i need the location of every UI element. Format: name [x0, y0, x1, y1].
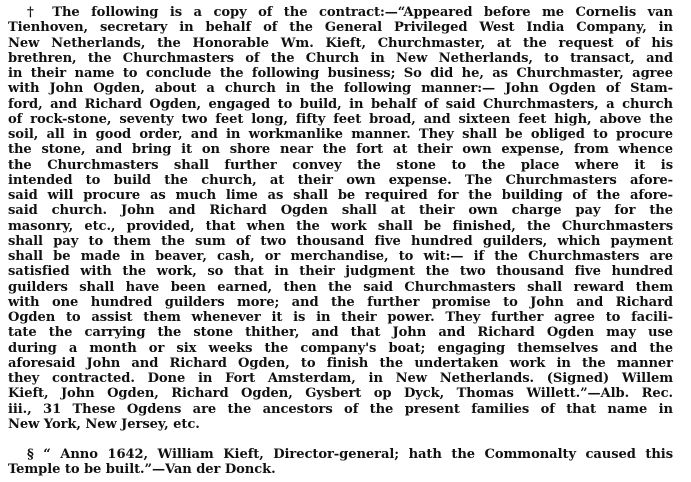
contract-footnote-line-7: ford, and Richard Ogden, engaged to build, in behalf of said Churchmasters, a church [8, 96, 673, 112]
contract-footnote-line-1: † The following is a copy of the contract:—“Appeared before me Cornelis van [27, 5, 673, 20]
contract-footnote-line-16: shall pay to them the sum of two thousand five hundred guilders, which payment [8, 233, 673, 249]
contract-footnote-line-2: Tienhoven, secretary in behalf of the General Privileged West India Company, in [8, 20, 673, 36]
contract-footnote-line-18: satisfied with the work, so that in their judgment the two thousand five hundred [8, 264, 673, 280]
contract-footnote-line-12: intended to build the church, at their own expense. The Churchmasters afore- [8, 172, 673, 188]
contract-footnote-line-10: the stone, and bring it on shore near the fort at their own expense, from whence [8, 142, 673, 158]
contract-footnote-line-5: in their name to conclude the following business; So did he, as Churchmaster, agree [8, 66, 673, 81]
contract-footnote-line-23: during a month or six weeks the company's boat; engaging themselves and the [8, 340, 673, 356]
contract-footnote-line-14: said church. John and Richard Ogden shall at their own charge pay for the [8, 203, 673, 219]
contract-footnote-line-4: brethren, the Churchmasters of the Church in New Netherlands, to transact, and [8, 50, 673, 66]
contract-footnote-line-21: Ogden to assist them whenever it is in their power. They further agree to facili- [8, 310, 673, 325]
contract-footnote-line-15: masonry, etc., provided, that when the work shall be finished, the Churchmasters [8, 218, 673, 234]
contract-footnote-line-6: with John Ogden, about a church in the following manner:— John Ogden of Stam- [8, 81, 673, 97]
contract-footnote-line-25: they contracted. Done in Fort Amsterdam, in New Netherlands. (Signed) Willem [8, 371, 673, 386]
contract-footnote-line-20: with one hundred guilders more; and the further promise to John and Richard [8, 294, 673, 310]
contract-footnote-line-19: guilders shall have been earned, then the said Churchmasters shall reward them [8, 279, 673, 295]
contract-footnote-line-26: Kieft, John Ogden, Richard Ogden, Gysbert op Dyck, Thomas Willett.”—Alb. Rec. [8, 386, 673, 402]
contract-footnote-line-17: shall be made in beaver, cash, or merchandise, to wit:— if the Churchmasters are [8, 249, 673, 264]
contract-footnote-line-13: said will procure as much lime as shall be required for the building of the afore- [8, 188, 673, 203]
contract-footnote-line-22: tate the carrying the stone thither, and that John and Richard Ogden may use [8, 325, 673, 341]
contract-footnote-line-3: New Netherlands, the Honorable Wm. Kieft, Churchmaster, at the request of his [8, 35, 673, 51]
contract-footnote-line-8: of rock-stone, seventy two feet long, fifty feet broad, and sixteen feet high, above the [8, 111, 673, 127]
contract-footnote-line-9: soil, all in good order, and in workmanlike manner. They shall be obliged to procure [8, 127, 673, 142]
anno-footnote-line-1: § “ Anno 1642, William Kieft, Director-general; hath the Commonalty caused this [27, 447, 673, 462]
contract-footnote-line-27: iii., 31 These Ogdens are the ancestors of the present families of that name in [8, 401, 673, 417]
anno-footnote-line-2: Temple to be built.”—Van der Donck. [8, 462, 276, 478]
contract-footnote-line-24: aforesaid John and Richard Ogden, to finish the undertaken work in the manner [8, 355, 673, 371]
contract-footnote-line-28: New York, New Jersey, etc. [8, 416, 200, 432]
contract-footnote-line-11: the Churchmasters shall further convey the stone to the place where it is [8, 157, 673, 173]
